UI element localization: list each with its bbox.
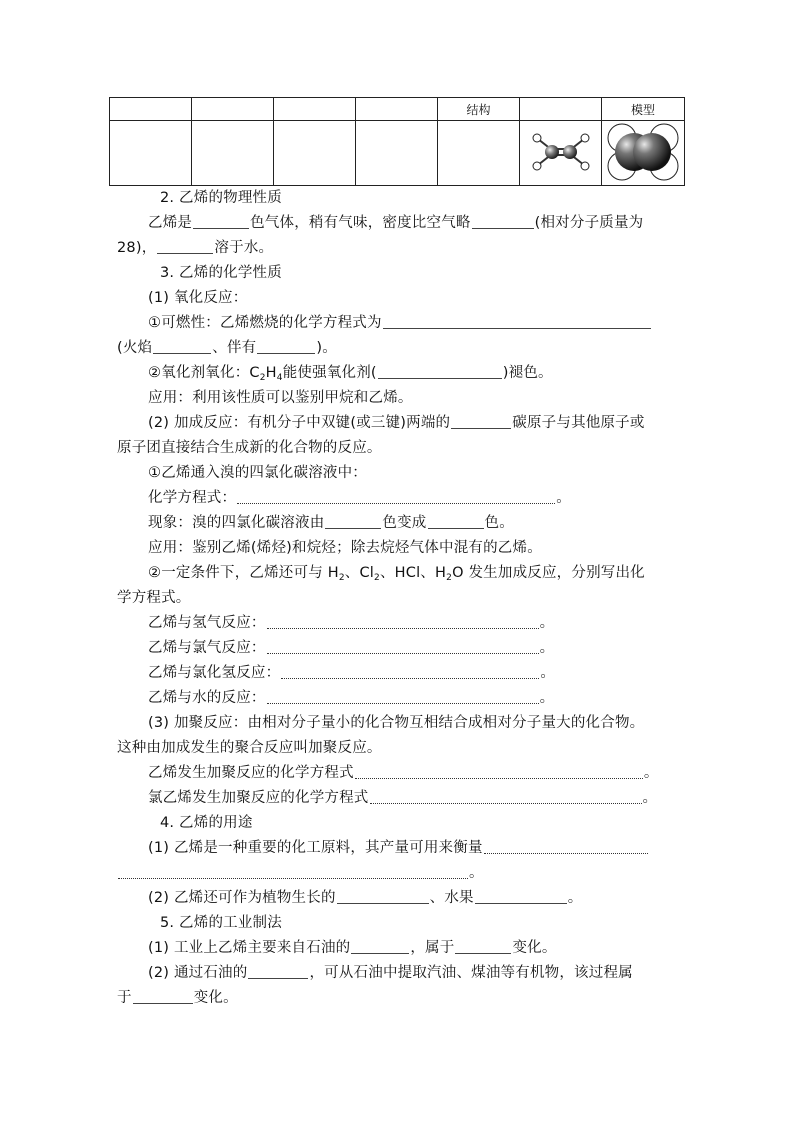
fill-blank[interactable] xyxy=(351,940,409,954)
fill-blank[interactable] xyxy=(118,865,468,879)
fill-blank[interactable] xyxy=(325,515,381,529)
text-span: 乙烯与氯化氢反应： xyxy=(148,665,281,681)
table-header-cell xyxy=(356,98,438,121)
subscript: 2 xyxy=(374,573,380,583)
ball-stick-model-cell xyxy=(520,121,602,186)
text-span: 、伴有 xyxy=(212,340,257,356)
text-span: (1) 乙烯是一种重要的化工原料，其产量可用来衡量 xyxy=(148,840,483,856)
fill-blank[interactable] xyxy=(355,765,643,779)
text-span: 变化。 xyxy=(512,940,557,956)
subsection-title: (1) 氧化反应： xyxy=(148,290,248,306)
text-span: 乙烯发生加聚反应的化学方程式 xyxy=(148,765,354,781)
table-header-cell xyxy=(520,98,602,121)
ethylene-structure-table xyxy=(109,97,685,186)
text-span: H xyxy=(265,365,277,381)
paragraph-line xyxy=(148,839,649,857)
text-span: 化学方程式： xyxy=(148,490,237,506)
text-span: 28)， xyxy=(117,240,157,256)
fill-blank[interactable] xyxy=(157,240,213,254)
text-span: (火焰 xyxy=(117,340,153,356)
text-span: 、水果 xyxy=(429,890,474,906)
table-body-row xyxy=(110,121,685,186)
text-span: 色变成 xyxy=(382,515,427,531)
paragraph-line: 应用：鉴别乙烯(烯烃)和烷烃；除去烷烃气体中混有的乙烯。 xyxy=(148,540,542,556)
fill-blank[interactable] xyxy=(153,340,211,354)
paragraph-line xyxy=(148,889,582,907)
text-span: 现象：溴的四氯化碳溶液由 xyxy=(148,515,325,531)
text-span: 于 xyxy=(117,990,132,1006)
fill-blank[interactable] xyxy=(383,315,651,329)
table-cell xyxy=(192,121,274,186)
text-span: (2) 通过石油的 xyxy=(148,965,248,981)
paragraph-line xyxy=(148,489,571,507)
fill-blank[interactable] xyxy=(370,790,642,804)
fill-blank[interactable] xyxy=(267,640,539,654)
text-span: O 发生加成反应，分别写出化 xyxy=(452,565,645,581)
reaction-line xyxy=(148,664,555,682)
structure-header: 结构 xyxy=(438,98,520,121)
model-header: 模型 xyxy=(602,98,685,121)
fill-blank[interactable] xyxy=(337,890,429,904)
text-span: 。 xyxy=(642,790,658,806)
fill-blank[interactable] xyxy=(281,665,539,679)
text-span: 。 xyxy=(643,765,659,781)
paragraph-line xyxy=(148,514,514,532)
fill-blank[interactable] xyxy=(237,490,555,504)
text-span: ②一定条件下，乙烯还可与 H xyxy=(148,565,339,581)
fill-blank[interactable] xyxy=(484,840,648,854)
paragraph-line: 这种由加成发生的聚合反应叫加聚反应。 xyxy=(117,740,382,756)
subscript: 2 xyxy=(259,373,266,383)
fill-blank[interactable] xyxy=(267,615,539,629)
text-span: ，可从石油中提取汽油、煤油等有机物，该过程属 xyxy=(309,965,633,981)
space-filling-model-cell xyxy=(602,121,685,186)
paragraph-line xyxy=(148,564,645,587)
reaction-line xyxy=(148,614,554,632)
table-header-cell xyxy=(274,98,356,121)
space-filling-model-image xyxy=(604,122,682,182)
paragraph-line xyxy=(148,764,659,782)
paragraph-line xyxy=(148,414,645,432)
paragraph-line: 应用：利用该性质可以鉴别甲烷和乙烯。 xyxy=(148,390,413,406)
fill-blank[interactable] xyxy=(378,365,502,379)
text-span: 色。 xyxy=(484,515,514,531)
fill-blank[interactable] xyxy=(133,990,193,1004)
text-span: 。 xyxy=(567,890,583,906)
fill-blank[interactable] xyxy=(428,515,484,529)
fill-blank[interactable] xyxy=(472,215,534,229)
paragraph-line xyxy=(148,789,657,807)
table-header-cell xyxy=(110,98,192,121)
table-header-row xyxy=(110,98,685,121)
text-span: 。 xyxy=(539,690,555,706)
ball-and-stick-model-image xyxy=(526,127,596,177)
subscript: 2 xyxy=(338,573,345,583)
paragraph-line xyxy=(117,239,273,257)
paragraph-line xyxy=(117,864,484,882)
text-span: 乙烯与氯气反应： xyxy=(148,640,266,656)
paragraph-line: 原子团直接结合生成新的化合物的反应。 xyxy=(117,440,382,456)
table-cell xyxy=(356,121,438,186)
text-span: (2) 乙烯还可作为植物生长的 xyxy=(148,890,336,906)
subscript: 2 xyxy=(446,573,453,583)
text-span: )褪色。 xyxy=(502,365,553,381)
text-span: 色气体，稍有气味，密度比空气略 xyxy=(250,215,471,231)
text-span: 溶于水。 xyxy=(214,240,274,256)
subscript: 4 xyxy=(276,373,283,383)
text-span: 。 xyxy=(556,490,571,506)
text-span: 。 xyxy=(469,865,484,881)
paragraph-line: 学方程式。 xyxy=(117,590,191,606)
section-5-title: 5. 乙烯的工业制法 xyxy=(160,915,282,931)
table-cell xyxy=(274,121,356,186)
text-span: 乙烯是 xyxy=(148,215,193,231)
table-header-cell xyxy=(192,98,274,121)
text-span: ②氧化剂氧化：C xyxy=(148,365,260,381)
text-span: (1) 工业上乙烯主要来自石油的 xyxy=(148,940,351,956)
text-span: 乙烯与水的反应： xyxy=(148,690,266,706)
fill-blank[interactable] xyxy=(451,415,511,429)
table-cell xyxy=(110,121,192,186)
paragraph-line xyxy=(148,214,643,232)
text-span: 氯乙烯发生加聚反应的化学方程式 xyxy=(148,790,369,806)
text-span: 能使强氧化剂( xyxy=(282,365,377,381)
fill-blank[interactable] xyxy=(257,340,315,354)
text-span: (相对分子质量为 xyxy=(534,215,644,231)
text-span: 变化。 xyxy=(193,990,238,1006)
text-span: 碳原子与其他原子或 xyxy=(512,415,645,431)
text-span: 、Cl xyxy=(344,565,375,581)
text-span: 。 xyxy=(539,615,555,631)
reaction-line xyxy=(148,639,554,657)
section-2-title: 2. 乙烯的物理性质 xyxy=(160,190,282,206)
text-span: )。 xyxy=(316,340,337,356)
paragraph-line xyxy=(148,964,633,982)
fill-blank[interactable] xyxy=(455,940,511,954)
text-span: 。 xyxy=(539,640,555,656)
paragraph-line xyxy=(117,339,337,357)
paragraph-line xyxy=(148,364,553,387)
text-span: 、HCl、H xyxy=(379,565,447,581)
paragraph-line xyxy=(148,939,557,957)
paragraph-line xyxy=(117,989,238,1007)
table-cell xyxy=(438,121,520,186)
paragraph-line: (3) 加聚反应：由相对分子量小的化合物互相结合成相对分子量大的化合物。 xyxy=(148,715,645,731)
paragraph-line: ①乙烯通入溴的四氯化碳溶液中： xyxy=(148,465,367,481)
fill-blank[interactable] xyxy=(193,215,249,229)
reaction-line xyxy=(148,689,554,707)
text-span: (2) 加成反应：有机分子中双键(或三键)两端的 xyxy=(148,415,451,431)
fill-blank[interactable] xyxy=(248,965,308,979)
text-span: ①可燃性：乙烯燃烧的化学方程式为 xyxy=(148,315,382,331)
paragraph-line xyxy=(148,314,652,332)
text-span: ，属于 xyxy=(410,940,455,956)
section-4-title: 4. 乙烯的用途 xyxy=(160,815,253,831)
fill-blank[interactable] xyxy=(475,890,567,904)
text-span: 乙烯与氢气反应： xyxy=(148,615,266,631)
section-3-title: 3. 乙烯的化学性质 xyxy=(160,265,282,281)
text-span: 。 xyxy=(540,665,556,681)
fill-blank[interactable] xyxy=(267,690,539,704)
